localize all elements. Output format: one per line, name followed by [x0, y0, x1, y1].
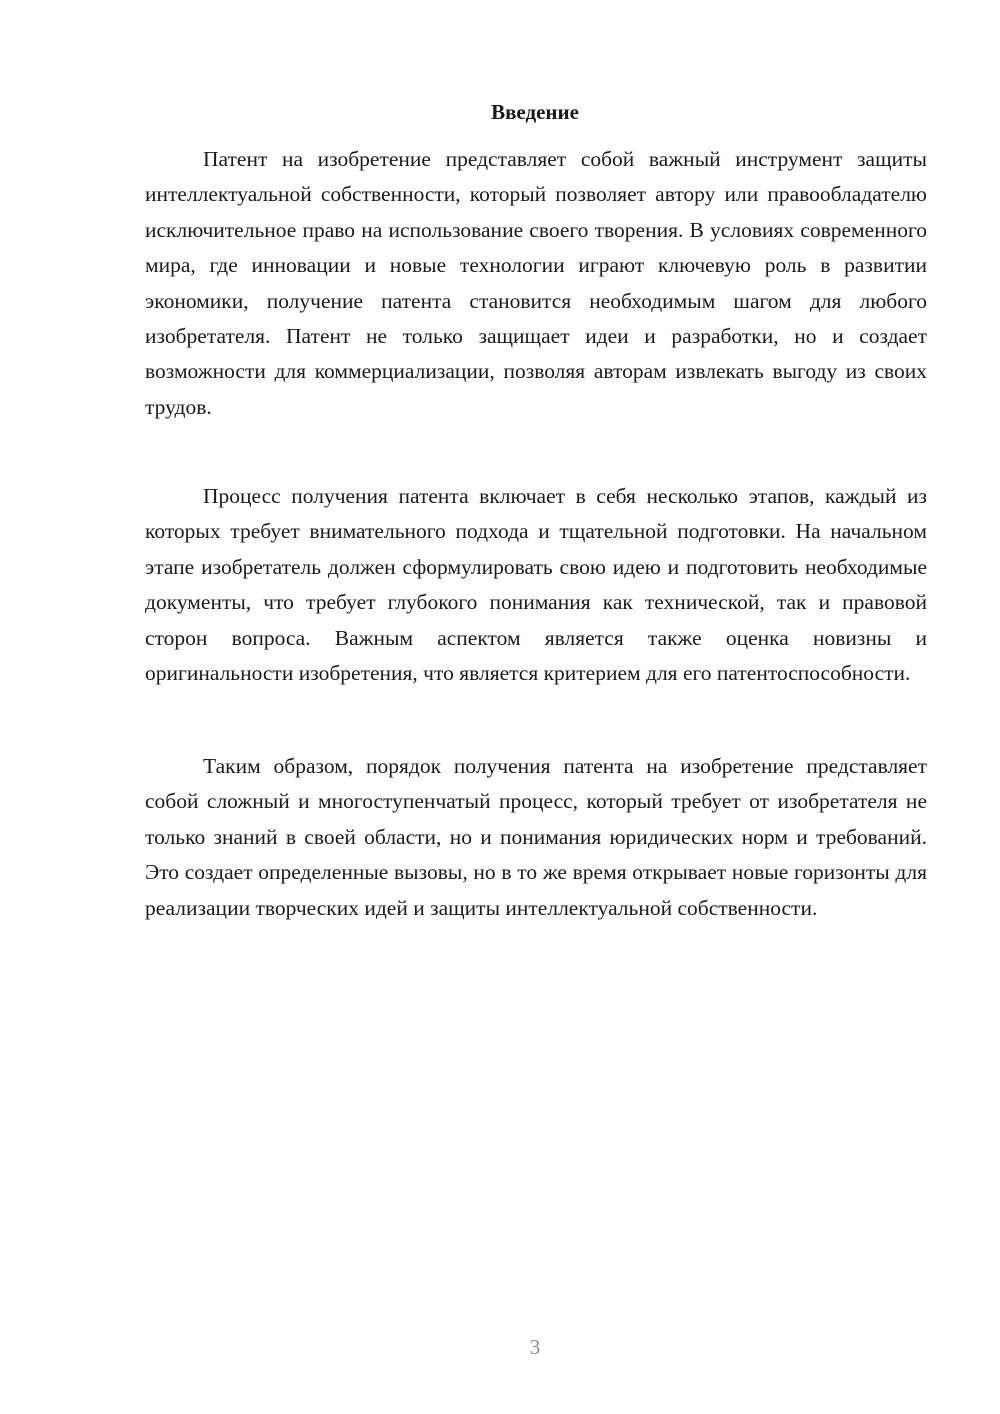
page-title: Введение	[491, 100, 579, 124]
paragraph-1: Патент на изобретение представляет собой важный инструмент защиты интеллектуальной собственности, который позволяет автору или правообладателю исключительное право на использование своего творения. В условиях современного мира, где инновации и новые технологии играют ключевую роль в развитии экономики, получение патента становится необходимым шагом для любого изобретателя. Патент не только защищает идеи и разработки, но и создает возможности для коммерциализации, позволяя авторам извлекать выгоду из своих трудов.	[145, 147, 927, 419]
paragraph-2: Процесс получения патента включает в себя несколько этапов, каждый из которых требует внимательного подхода и тщательной подготовки. На начальном этапе изобретатель должен сформулировать свою идею и подготовить необходимые документы, что требует глубокого понимания как технической, так и правовой сторон вопроса. Важным аспектом является также оценка новизны и оригинальности изобретения, что является критерием для его патентоспособности.	[145, 484, 927, 686]
paragraph-3: Таким образом, порядок получения патента на изобретение представляет собой сложный и многоступенчатый процесс, который требует от изобретателя не только знаний в своей области, но и понимания юридических норм и требований. Это создает определенные вызовы, но в то же время открывает новые горизонты для реализации творческих идей и защиты интеллектуальной собственности.	[145, 754, 927, 920]
page-number: 3	[529, 1335, 541, 1359]
